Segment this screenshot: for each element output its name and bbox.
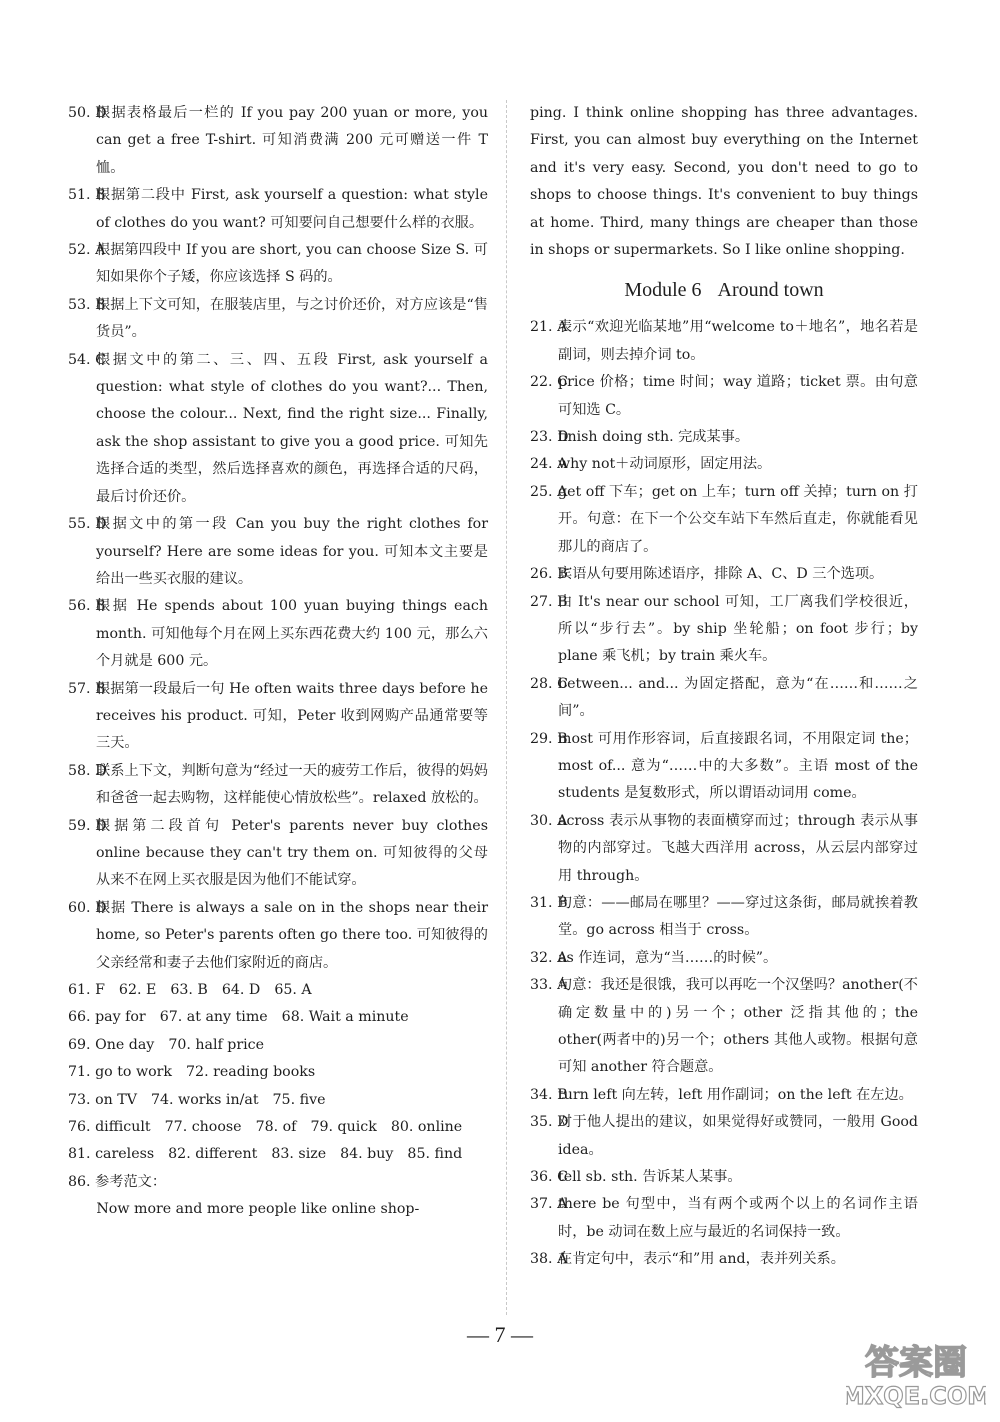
answer-number: 59. D: [68, 817, 107, 834]
answer-cell: 73. on TV: [68, 1091, 137, 1108]
answer-number: 51. B: [68, 187, 106, 204]
answer-number: 27. B: [530, 593, 568, 610]
answer-number: 26. B: [530, 566, 568, 583]
answer-cell: 83. size: [271, 1146, 327, 1163]
answer-item-54: [68, 347, 488, 511]
answer-number: 24. A: [530, 456, 568, 473]
answer-number: 37. A: [530, 1196, 568, 1213]
answer-cell: 79. quick: [310, 1119, 377, 1136]
answer-number: 57. B: [68, 680, 106, 697]
answer-number: 23. D: [530, 429, 569, 446]
answer-cell: 72. reading books: [186, 1064, 316, 1081]
answer-number: 25. A: [530, 483, 568, 500]
answer-cell: 68. Wait a minute: [281, 1009, 409, 1026]
answer-row: [68, 1032, 488, 1059]
answer-item-34: [530, 1082, 918, 1109]
answer-row: [68, 1141, 488, 1168]
answer-number: 52. A: [68, 242, 106, 259]
answer-number: 50. D: [68, 105, 107, 121]
watermark-logo: [846, 1332, 986, 1410]
answer-explanation: between... and... 为固定搭配，意为“在……和……之间”。: [558, 675, 918, 720]
answer-number: 34. B: [530, 1086, 568, 1103]
essay-label: 86. 参考范文：: [68, 1173, 167, 1190]
answer-explanation: 在肯定句中，表示“和”用 and，表并列关系。: [558, 1251, 845, 1268]
watermark-graphic: [846, 1332, 986, 1410]
answer-item-55: [68, 511, 488, 593]
answer-explanation: as 作连词，意为“当……的时候”。: [558, 949, 778, 966]
answer-cell: 62. E: [118, 982, 157, 998]
answer-item-58: [68, 758, 488, 813]
answer-explanation: 根据 He spends about 100 yuan buying things each month. 可知他每个月在网上买东西花费大约 100 元，那么六个月就是 600 元。: [96, 598, 488, 670]
answer-explanation: get off 下车；get on 上车；turn off 关掉；turn on 打开。句意：在下一个公交车站下车然后直走，你就能看见那儿的商店了。: [558, 483, 918, 555]
answer-item-29: [530, 726, 918, 808]
answer-explanation: 表示“欢迎光临某地”用“welcome to＋地名”，地名若是副词，则去掉介词 to。: [558, 319, 918, 363]
answer-explanation: there be 句型中，当有两个或两个以上的名词作主语时，be 动词在数上应与最近的名词保持一致。: [558, 1196, 918, 1240]
column-divider: [506, 100, 507, 1315]
answer-row: [68, 1059, 488, 1086]
answer-cell: 64. D: [221, 982, 261, 998]
answer-number: 53. B: [68, 296, 106, 313]
answer-cell: 80. online: [390, 1119, 463, 1136]
answer-cell: 71. go to work: [68, 1064, 173, 1081]
answer-item-59: [68, 813, 488, 895]
left-column: [68, 100, 488, 1224]
answer-number: 56. B: [68, 598, 106, 615]
answer-explanation: why not＋动词原形，固定用法。: [558, 456, 772, 473]
watermark-main-text: 答案圈: [865, 1343, 967, 1383]
answer-item-36: [530, 1164, 918, 1191]
answer-explanation: price 价格；time 时间；way 道路；ticket 票。由句意可知选 C。: [558, 374, 918, 418]
answer-cell: 74. works in/at: [150, 1091, 259, 1108]
answer-number: 31. B: [530, 894, 568, 911]
page-number-value: 7: [494, 1322, 506, 1347]
page-number: — 7 —: [467, 1322, 533, 1347]
answer-explanation: 联系上下文，判断句意为“经过一天的疲劳工作后，彼得的妈妈和爸爸一起去购物，这样能使心情放松些”。relaxed 放松的。: [96, 762, 488, 807]
answer-explanation: 根据第二段中 First, ask yourself a question: what style of clothes do you want? 可知要问自己想要什么样的衣服。: [96, 187, 488, 231]
answer-item-35: [530, 1109, 918, 1164]
answer-item-60: [68, 895, 488, 977]
answer-number: 38. A: [530, 1251, 568, 1268]
answer-number: 30. A: [530, 812, 568, 829]
answer-item-51: [68, 182, 488, 237]
answer-explanation: most 可用作形容词，后直接跟名词，不用限定词 the；most of... 意为“……中的大多数”。主语 most of the students 是复数形式，所以谓语动词用 come。: [558, 730, 918, 802]
answer-cell: 66. pay for: [68, 1009, 146, 1026]
answer-explanation: tell sb. sth. 告诉某人某事。: [558, 1169, 742, 1186]
answer-item-56: [68, 593, 488, 675]
answer-number: 28. C: [530, 675, 568, 692]
answer-item-25: [530, 479, 918, 561]
answer-item-52: [68, 237, 488, 292]
essay-continuation: ping. I think online shopping has three advantages. First, you can almost buy everything on the Internet and it's very easy. Second, you don't need to go to shops to choose things. It's convenient to buy things at home. Third, many things are cheaper than those in shops or supermarkets. So I like online shopping.: [530, 105, 918, 259]
answer-cell: 85. find: [407, 1146, 463, 1163]
answer-explanation: turn left 向左转，left 用作副词；on the left 在左边。: [558, 1086, 913, 1103]
answer-item-33: [530, 972, 918, 1082]
answer-cell: 69. One day: [68, 1036, 155, 1053]
answer-number: 21. A: [530, 319, 568, 336]
answer-number: 32. A: [530, 949, 568, 966]
answer-item-31: [530, 890, 918, 945]
answer-item-37: [530, 1191, 918, 1246]
answer-cell: 78. of: [255, 1119, 297, 1136]
answer-explanation: 由 It's near our school 可知，工厂离我们学校很近，所以“步行去”。by ship 坐轮船；on foot 步行；by plane 乘飞机；by train 乘火车。: [558, 593, 918, 665]
answer-cell: 84. buy: [340, 1146, 394, 1163]
answer-row: [68, 1114, 488, 1141]
answer-item-50: [68, 100, 488, 182]
answer-cell: 67. at any time: [159, 1009, 268, 1026]
watermark-url-text: MXQE.COM: [846, 1382, 986, 1410]
answer-cell: 65. A: [274, 982, 312, 998]
answer-cell: 77. choose: [164, 1119, 242, 1136]
answer-cell: 75. five: [272, 1091, 326, 1108]
answer-item-21: [530, 314, 918, 369]
module-name: Module 6: [624, 279, 702, 302]
answer-item-57: [68, 676, 488, 758]
answer-item-38: [530, 1246, 918, 1273]
answer-explanation: 根据第四段中 If you are short, you can choose Size S. 可知如果你个子矮，你应该选择 S 码的。: [96, 242, 488, 286]
answer-explanation: 根据 There is always a sale on in the shops near their home, so Peter's parents often go there too. 可知彼得的父亲经常和妻子去他们家附近的商店。: [96, 899, 488, 971]
answer-number: 36. C: [530, 1169, 568, 1186]
answer-row: [68, 977, 488, 1004]
answer-row: [68, 1087, 488, 1114]
answer-number: 35. D: [530, 1114, 569, 1131]
answer-item-24: [530, 451, 918, 478]
answer-cell: 61. F: [68, 982, 105, 998]
answer-item-30: [530, 808, 918, 890]
answer-cell: 81. careless: [68, 1146, 155, 1163]
answer-number: 54. C: [68, 351, 106, 368]
answer-explanation: 宾语从句要用陈述语序，排除 A、C、D 三个选项。: [558, 566, 884, 583]
module-heading: [530, 274, 918, 306]
answer-explanation: 根据第二段首句 Peter's parents never buy clothes online because they can't try them on. 可知彼得的父母从来不在网上买衣服是因为他们不能试穿。: [96, 817, 488, 889]
answer-explanation: 根据文中的第一段 Can you buy the right clothes for yourself? Here are some ideas for you. 可知本文主要是给出一些买衣服的建议。: [96, 516, 488, 587]
answer-cell: 82. different: [168, 1146, 258, 1163]
answer-cell: 70. half price: [168, 1036, 265, 1053]
essay-start: Now more and more people like online shop-: [96, 1201, 420, 1218]
answer-cell: 63. B: [170, 982, 208, 998]
answer-item-27: [530, 589, 918, 671]
answer-cell: 76. difficult: [68, 1119, 151, 1136]
answer-explanation: 句意：——邮局在哪里？——穿过这条街，邮局就挨着教堂。go across 相当于 cross。: [558, 894, 918, 939]
answer-item-28: [530, 671, 918, 726]
answer-item-22: [530, 369, 918, 424]
answer-explanation: across 表示从事物的表面横穿而过；through 表示从事物的内部穿过。飞越大西洋用 across，从云层内部穿过用 through。: [558, 812, 918, 884]
answer-explanation: 根据表格最后一栏的 If you pay 200 yuan or more, you can get a free T-shirt. 可知消费满 200 元可赠送一件 T 恤。: [96, 105, 488, 176]
answer-number: 29. B: [530, 730, 568, 747]
answer-item-32: [530, 945, 918, 972]
answer-number: 60. D: [68, 899, 107, 916]
answer-number: 55. D: [68, 516, 107, 533]
answer-explanation: 对于他人提出的建议，如果觉得好或赞同，一般用 Good idea。: [558, 1114, 918, 1158]
answer-number: 58. D: [68, 762, 107, 779]
answer-explanation: 根据第一段最后一句 He often waits three days before he receives his product. 可知，Peter 收到网购产品通常要等三天。: [96, 680, 488, 752]
right-column: [530, 100, 918, 1274]
answer-explanation: 根据上下文可知，在服装店里，与之讨价还价，对方应该是“售货员”。: [96, 296, 488, 341]
answer-explanation: finish doing sth. 完成某事。: [558, 429, 750, 446]
answer-explanation: 根据文中的第二、三、四、五段 First, ask yourself a question: what style of clothes do you want?... Then, choose the colour... Next, find the right size... Finally, ask the shop assistant to give you a good price. 可知先选择合适的类型，然后选择喜欢的颜色，再选择合适的尺码，最后讨价还价。: [96, 351, 488, 505]
answer-item-26: [530, 561, 918, 588]
answer-item-53: [68, 292, 488, 347]
answer-item-23: [530, 424, 918, 451]
answer-explanation: 句意：我还是很饿，我可以再吃一个汉堡吗？another(不确定数量中的)另一个；other 泛指其他的；the other(两者中的)另一个；others 其他人或物。根据句意可知 another 符合题意。: [558, 977, 918, 1076]
module-title: Around town: [717, 279, 824, 302]
answer-number: 22. C: [530, 374, 568, 391]
answer-number: 33. A: [530, 977, 568, 994]
answer-row: [68, 1004, 488, 1031]
